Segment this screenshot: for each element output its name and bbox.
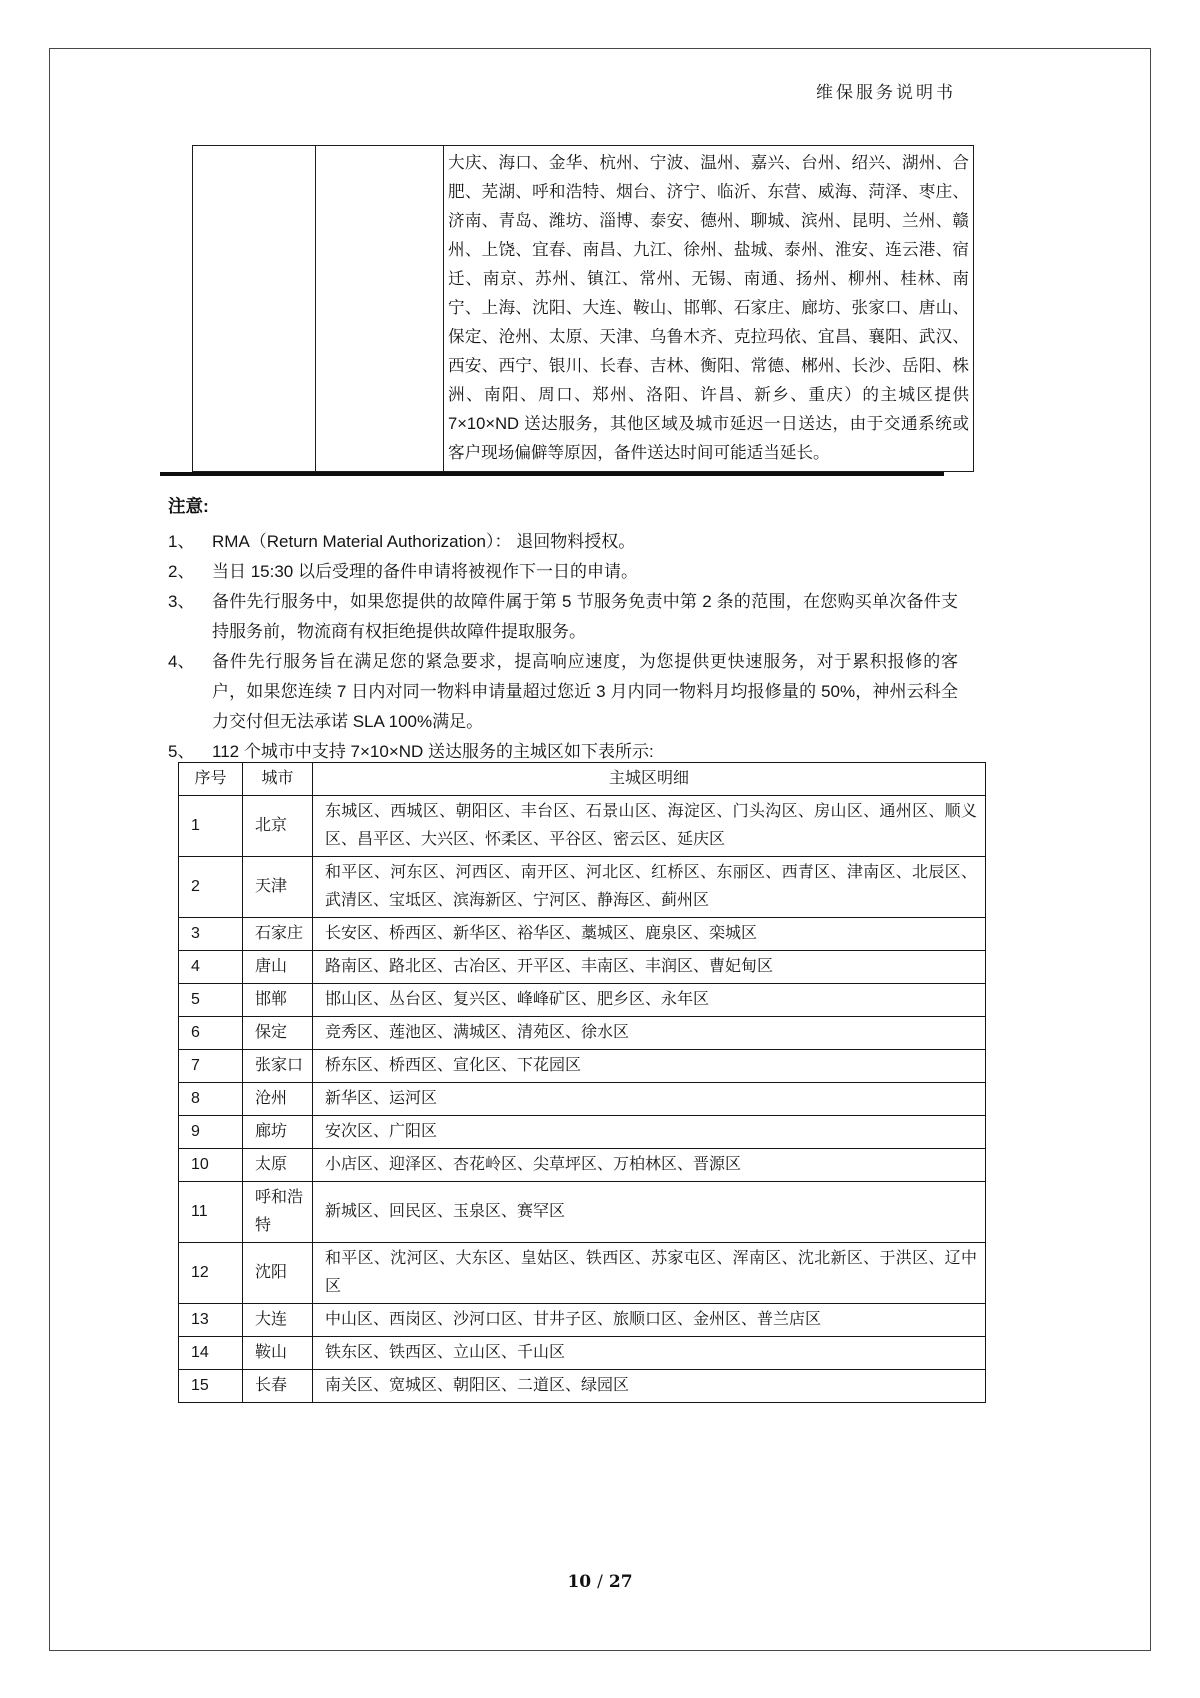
thick-divider-rule: [160, 472, 944, 476]
row-city: 保定: [243, 1017, 313, 1050]
row-no: 14: [179, 1337, 243, 1370]
row-city: 北京: [243, 796, 313, 857]
row-districts: 中山区、西岗区、沙河口区、甘井子区、旅顺口区、金州区、普兰店区: [313, 1304, 986, 1337]
row-no: 5: [179, 984, 243, 1017]
note-item-3: [168, 587, 958, 647]
row-no: 6: [179, 1017, 243, 1050]
note-number: 2、: [168, 562, 195, 581]
footer-page-number: 10: [567, 1572, 592, 1592]
row-districts: 和平区、河东区、河西区、南开区、河北区、红桥区、东丽区、西青区、津南区、北辰区、武清区、宝坻区、滨海新区、宁河区、静海区、蓟州区: [313, 857, 986, 918]
row-districts: 安次区、广阳区: [313, 1116, 986, 1149]
table-row: [179, 1050, 986, 1083]
row-no: 1: [179, 796, 243, 857]
table-row: [179, 1182, 986, 1243]
page-header-title: 维保服务说明书: [816, 83, 956, 103]
table-row: [179, 1083, 986, 1116]
table-row: [179, 1017, 986, 1050]
top-table-districts-text: 大庆、海口、金华、杭州、宁波、温州、嘉兴、台州、绍兴、湖州、合肥、芜湖、呼和浩特、烟台、济宁、临沂、东营、威海、菏泽、枣庄、济南、青岛、潍坊、淄博、泰安、德州、聊城、滨州、昆明、兰州、赣州、上饶、宜春、南昌、九江、徐州、盐城、泰州、淮安、连云港、宿迁、南京、苏州、镇江、常州、无锡、南通、扬州、柳州、桂林、南宁、上海、沈阳、大连、鞍山、邯郸、石家庄、廊坊、张家口、唐山、保定、沧州、太原、天津、乌鲁木齐、克拉玛依、宜昌、襄阳、武汉、西安、西宁、银川、长春、吉林、衡阳、常德、郴州、长沙、岳阳、株洲、南阳、周口、郑州、洛阳、许昌、新乡、重庆）的主城区提供 7×10×ND 送达服务，其他区域及城市延迟一日送达，由于交通系统或客户现场偏僻等原因，备件送达时间可能适当延长。: [444, 146, 974, 472]
row-city: 廊坊: [243, 1116, 313, 1149]
row-city: 石家庄: [243, 918, 313, 951]
city-districts-table: [178, 762, 986, 1403]
row-city: 太原: [243, 1149, 313, 1182]
notes-section: [168, 494, 958, 767]
row-no: 4: [179, 951, 243, 984]
table-row: [179, 1116, 986, 1149]
note-number: 3、: [168, 592, 195, 611]
column-header-city: 城市: [243, 763, 313, 796]
row-districts: 小店区、迎泽区、杏花岭区、尖草坪区、万柏林区、晋源区: [313, 1149, 986, 1182]
table-row: [193, 146, 974, 472]
row-city: 呼和浩特: [243, 1182, 313, 1243]
row-city: 天津: [243, 857, 313, 918]
note-item-1: [168, 527, 958, 557]
table-row: [179, 796, 986, 857]
row-no: 13: [179, 1304, 243, 1337]
row-no: 8: [179, 1083, 243, 1116]
top-table-empty-cell-1: [193, 146, 316, 472]
note-number: 5、: [168, 742, 195, 761]
row-no: 9: [179, 1116, 243, 1149]
column-header-no: 序号: [179, 763, 243, 796]
table-row: [179, 1370, 986, 1403]
row-districts: 南关区、宽城区、朝阳区、二道区、绿园区: [313, 1370, 986, 1403]
row-districts: 长安区、桥西区、新华区、裕华区、藁城区、鹿泉区、栾城区: [313, 918, 986, 951]
footer-total-pages: 27: [608, 1572, 633, 1592]
row-no: 7: [179, 1050, 243, 1083]
row-city: 长春: [243, 1370, 313, 1403]
notes-title: 注意:: [168, 496, 209, 516]
note-text: 备件先行服务中，如果您提供的故障件属于第 5 节服务免责中第 2 条的范围，在您购买单次备件支持服务前，物流商有权拒绝提供故障件提取服务。: [212, 592, 958, 641]
row-districts: 新华区、运河区: [313, 1083, 986, 1116]
row-no: 15: [179, 1370, 243, 1403]
note-number: 1、: [168, 532, 195, 551]
table-row: [179, 984, 986, 1017]
table-header-row: [179, 763, 986, 796]
row-city: 沈阳: [243, 1243, 313, 1304]
row-districts: 新城区、回民区、玉泉区、赛罕区: [313, 1182, 986, 1243]
table-row: [179, 1149, 986, 1182]
note-text: 当日 15:30 以后受理的备件申请将被视作下一日的申请。: [212, 562, 638, 581]
row-districts: 竞秀区、莲池区、满城区、清苑区、徐水区: [313, 1017, 986, 1050]
table-row: [179, 1243, 986, 1304]
row-no: 2: [179, 857, 243, 918]
note-text: 112 个城市中支持 7×10×ND 送达服务的主城区如下表所示:: [212, 742, 654, 761]
column-header-districts: 主城区明细: [313, 763, 986, 796]
table-row: [179, 857, 986, 918]
row-city: 唐山: [243, 951, 313, 984]
table-row: [179, 1304, 986, 1337]
row-districts: 桥东区、桥西区、宣化区、下花园区: [313, 1050, 986, 1083]
table-row: [179, 951, 986, 984]
row-city: 大连: [243, 1304, 313, 1337]
row-districts: 路南区、路北区、古冶区、开平区、丰南区、丰润区、曹妃甸区: [313, 951, 986, 984]
row-city: 沧州: [243, 1083, 313, 1116]
page-footer: [0, 1572, 1200, 1592]
row-city: 鞍山: [243, 1337, 313, 1370]
note-text: RMA（Return Material Authorization）： 退回物料授权。: [212, 532, 636, 551]
note-text: 备件先行服务旨在满足您的紧急要求，提高响应速度，为您提供更快速服务，对于累积报修的客户，如果您连续 7 日内对同一物料申请量超过您近 3 月内同一物料月均报修量的 50%，神州云科全力交付但无法承诺 SLA 100%满足。: [212, 652, 958, 731]
row-city: 张家口: [243, 1050, 313, 1083]
row-no: 10: [179, 1149, 243, 1182]
top-table-empty-cell-2: [316, 146, 444, 472]
delivery-cities-table: [192, 145, 974, 472]
row-districts: 铁东区、铁西区、立山区、千山区: [313, 1337, 986, 1370]
row-no: 12: [179, 1243, 243, 1304]
row-no: 3: [179, 918, 243, 951]
footer-separator: /: [597, 1572, 603, 1592]
note-item-2: [168, 557, 958, 587]
note-item-4: [168, 647, 958, 737]
table-row: [179, 1337, 986, 1370]
row-districts: 东城区、西城区、朝阳区、丰台区、石景山区、海淀区、门头沟区、房山区、通州区、顺义区、昌平区、大兴区、怀柔区、平谷区、密云区、延庆区: [313, 796, 986, 857]
row-no: 11: [179, 1182, 243, 1243]
row-districts: 和平区、沈河区、大东区、皇姑区、铁西区、苏家屯区、浑南区、沈北新区、于洪区、辽中区: [313, 1243, 986, 1304]
row-districts: 邯山区、丛台区、复兴区、峰峰矿区、肥乡区、永年区: [313, 984, 986, 1017]
note-number: 4、: [168, 652, 195, 671]
row-city: 邯郸: [243, 984, 313, 1017]
table-row: [179, 918, 986, 951]
